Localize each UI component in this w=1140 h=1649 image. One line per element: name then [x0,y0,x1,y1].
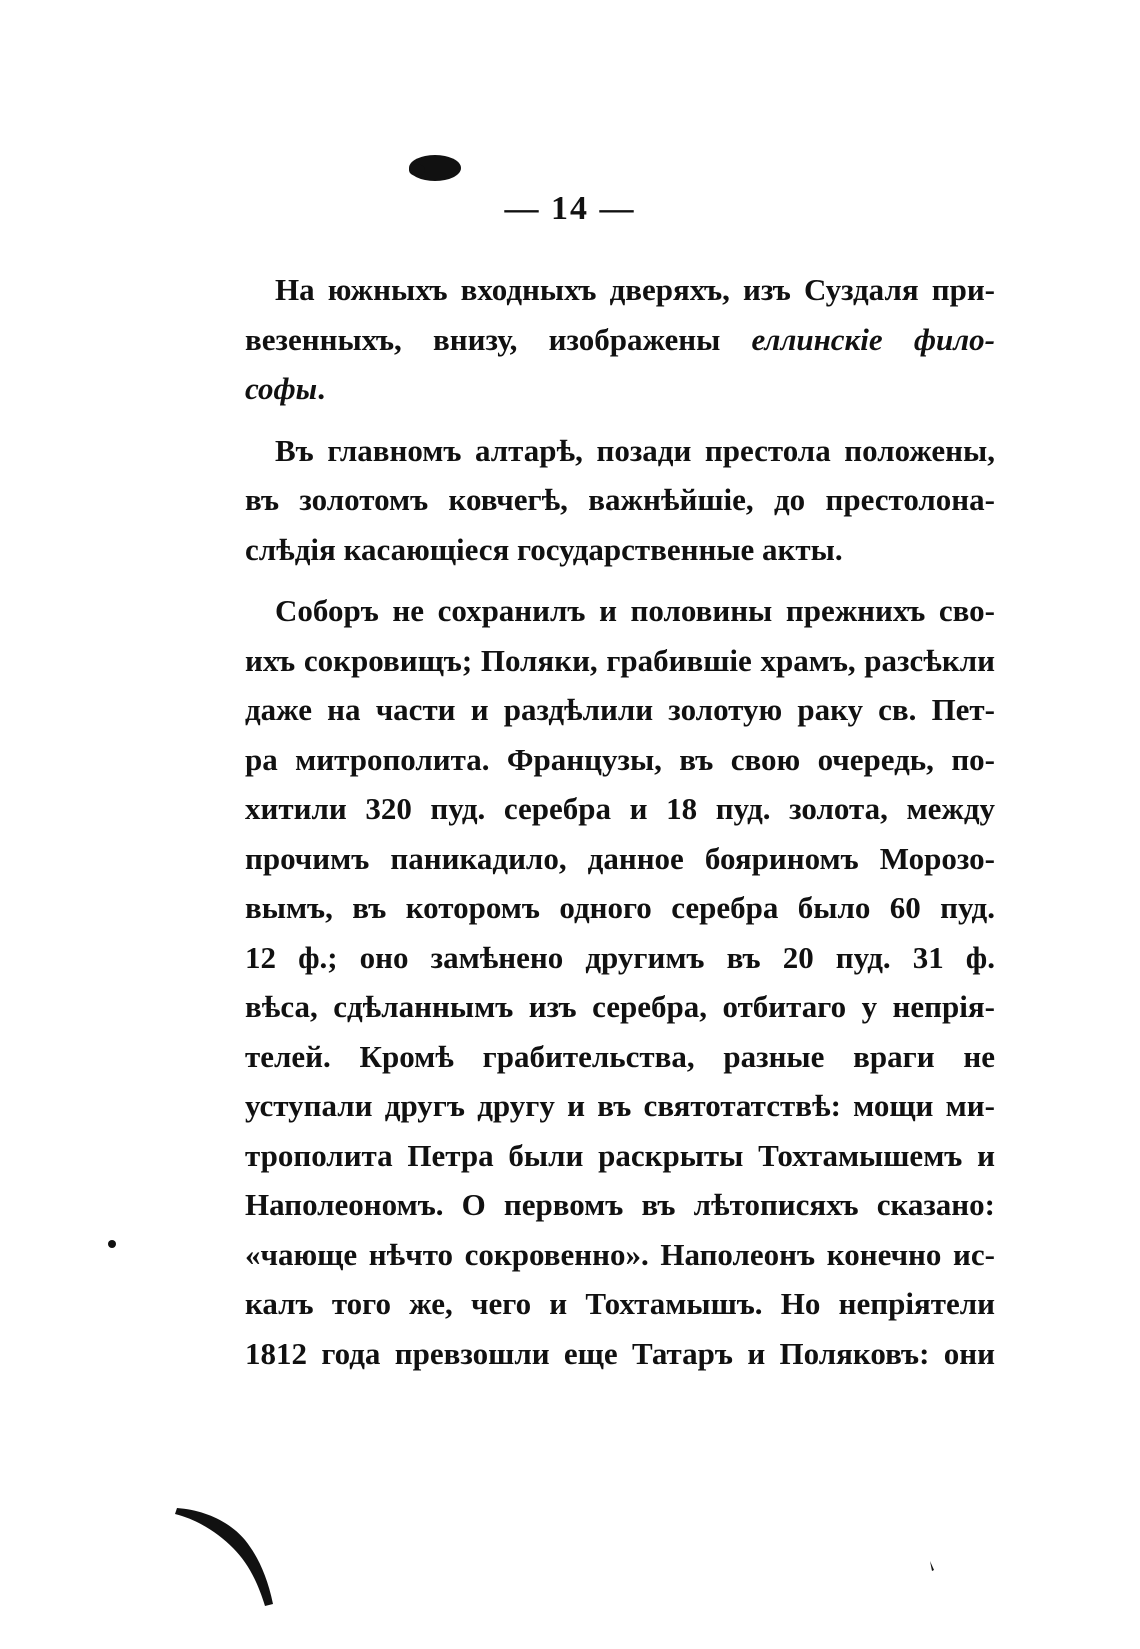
italic-phrase: софы [245,371,318,406]
text-line: На южныхъ входныхъ дверяхъ, изъ Суздаля при- [275,272,995,307]
text-line: трополита Петра были раскрыты Тохтамышемъ и [245,1137,995,1173]
text-line: «чающе нѣчто сокровенно». Наполеонъ конечно ис- [245,1236,995,1272]
ink-speck-bottom-right [928,1560,936,1572]
text-line: уступали другъ другу и въ святотатствѣ: мощи ми- [245,1088,995,1123]
text-line: телей. Кромѣ грабительства, разные враги не [245,1038,995,1074]
ink-dot-left [106,1238,118,1250]
text-line: 12 ф.; оно замѣнено другимъ въ 20 пуд. 31 ф. [245,939,995,975]
text-line: даже на части и раздѣлили золотую раку св. Пет- [245,692,995,727]
text-line: Въ главномъ алтарѣ, позади престола положены, [275,432,995,468]
text-line: слѣдія касающіеся государственные акты. [245,531,843,567]
italic-phrase: еллинскіе фило- [751,321,995,357]
text-line: ра митрополита. Французы, въ свою очередь, по- [245,741,995,777]
text-line: хитили 320 пуд. серебра и 18 пуд. золота, между [245,791,995,826]
text-line: вымъ, въ которомъ одного серебра было 60 пуд. [245,890,995,925]
text-line: ихъ сокровищъ; Поляки, грабившіе храмъ, разсѣкли [245,642,995,678]
text-line: софы. [245,371,325,406]
text-line: въ золотомъ ковчегѣ, важнѣйшіе, до престолона- [245,482,995,517]
text-line: везенныхъ, внизу, изображены еллинскіе фило- [245,321,995,357]
text-line: калъ того же, чего и Тохтамышъ. Но непріятели [245,1286,995,1321]
ink-stroke-bottom-left [175,1500,295,1610]
text-line: 1812 года превзошли еще Татаръ и Поляковъ: они [245,1335,995,1371]
text-line: вѣса, сдѣланнымъ изъ серебра, отбитаго у непрія- [245,989,995,1024]
paragraph [245,426,995,575]
text-line: Наполеономъ. О первомъ въ лѣтописяхъ сказано: [245,1187,995,1222]
page-number: — 14 — [504,190,636,227]
paragraph [245,265,995,414]
text-line: Соборъ не сохранилъ и половины прежнихъ сво- [275,593,995,628]
text-line: прочимъ паникадило, данное бояриномъ Морозо- [245,840,995,876]
paragraph [245,586,995,1378]
ink-blot-top [405,150,465,186]
body-text [245,265,995,1378]
